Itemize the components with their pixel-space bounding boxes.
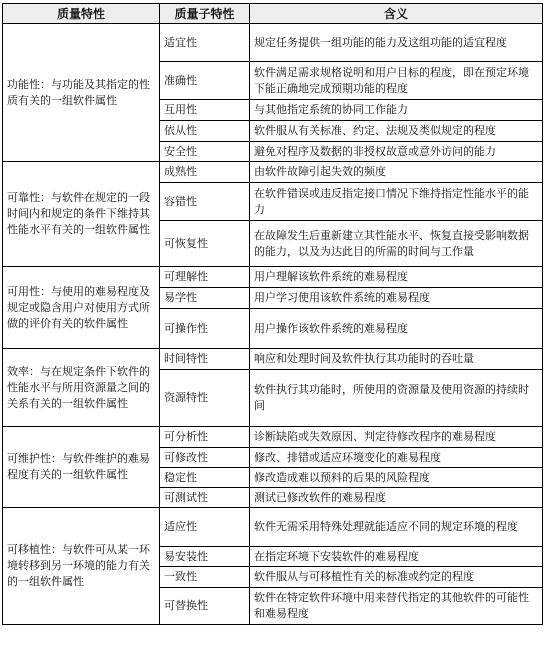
sub-characteristic-cell: 准确性 bbox=[160, 62, 250, 100]
quality-characteristic-cell: 可维护性：与软件维护的难易程度有关的一组软件属性 bbox=[3, 427, 160, 508]
sub-characteristic-cell: 资源特性 bbox=[160, 370, 250, 427]
meaning-cell: 软件执行其功能时，所使用的资源量及使用资源的持续时间 bbox=[250, 370, 543, 427]
quality-characteristic-cell: 可移植性：与软件可从某一环境转移到另一环境的能力有关的一组软件属性 bbox=[3, 508, 160, 625]
meaning-cell: 用户操作该软件系统的难易程度 bbox=[250, 309, 543, 349]
meaning-cell: 与其他指定系统的协同工作能力 bbox=[250, 100, 543, 121]
quality-characteristics-table bbox=[2, 3, 543, 625]
meaning-cell: 在故障发生后重新建立其性能水平、恢复直接受影响数据的能力，以及为达此目的所需的时间与工作量 bbox=[250, 221, 543, 267]
table-row bbox=[3, 162, 543, 183]
sub-characteristic-cell: 易安装性 bbox=[160, 547, 250, 567]
sub-characteristic-cell: 互用性 bbox=[160, 100, 250, 121]
meaning-cell: 用户学习使用该软件系统的难易程度 bbox=[250, 288, 543, 309]
header-meaning: 含义 bbox=[250, 4, 543, 24]
meaning-cell: 修改、排错或适应环境变化的难易程度 bbox=[250, 448, 543, 468]
sub-characteristic-cell: 安全性 bbox=[160, 142, 250, 162]
meaning-cell: 避免对程序及数据的非授权故意或意外访问的能力 bbox=[250, 142, 543, 162]
sub-characteristic-cell: 可测试性 bbox=[160, 488, 250, 508]
table-row bbox=[3, 267, 543, 288]
meaning-cell: 由软件故障引起失效的频度 bbox=[250, 162, 543, 183]
table-row bbox=[3, 508, 543, 547]
meaning-cell: 用户理解该软件系统的难易程度 bbox=[250, 267, 543, 288]
meaning-cell: 软件无需采用特殊处理就能适应不同的规定环境的程度 bbox=[250, 508, 543, 547]
sub-characteristic-cell: 成熟性 bbox=[160, 162, 250, 183]
meaning-cell: 响应和处理时间及软件执行其功能时的吞吐量 bbox=[250, 349, 543, 370]
meaning-cell: 诊断缺陷或失效原因、判定待修改程序的难易程度 bbox=[250, 427, 543, 448]
sub-characteristic-cell: 适应性 bbox=[160, 508, 250, 547]
meaning-cell: 软件满足需求规格说明和用户目标的程度，即在预定环境下能正确地完成预期功能的程度 bbox=[250, 62, 543, 100]
meaning-cell: 修改造成难以预料的后果的风险程度 bbox=[250, 468, 543, 488]
header-characteristic: 质量特性 bbox=[3, 4, 160, 24]
table-body bbox=[3, 24, 543, 625]
sub-characteristic-cell: 容错性 bbox=[160, 183, 250, 221]
meaning-cell: 在软件错误或违反指定接口情况下维持指定性能水平的能力 bbox=[250, 183, 543, 221]
quality-characteristic-cell: 功能性：与功能及其指定的性质有关的一组软件属性 bbox=[3, 24, 160, 162]
meaning-cell: 软件在特定软件环境中用来替代指定的其他软件的可能性和难易程度 bbox=[250, 588, 543, 625]
sub-characteristic-cell: 可分析性 bbox=[160, 427, 250, 448]
sub-characteristic-cell: 可替换性 bbox=[160, 588, 250, 625]
sub-characteristic-cell: 可操作性 bbox=[160, 309, 250, 349]
meaning-cell: 软件服从与可移植性有关的标准或约定的程度 bbox=[250, 567, 543, 588]
table-row bbox=[3, 427, 543, 448]
meaning-cell: 软件服从有关标准、约定、法规及类似规定的程度 bbox=[250, 121, 543, 142]
meaning-cell: 测试已修改软件的难易程度 bbox=[250, 488, 543, 508]
meaning-cell: 在指定环境下安装软件的难易程度 bbox=[250, 547, 543, 567]
table-row bbox=[3, 349, 543, 370]
quality-characteristic-cell: 效率：与在规定条件下软件的性能水平与所用资源量之间的关系有关的一组软件属性 bbox=[3, 349, 160, 427]
meaning-cell: 规定任务提供一组功能的能力及这组功能的适宜程度 bbox=[250, 24, 543, 62]
sub-characteristic-cell: 适宜性 bbox=[160, 24, 250, 62]
table-row bbox=[3, 24, 543, 62]
header-row bbox=[3, 4, 543, 24]
sub-characteristic-cell: 可修改性 bbox=[160, 448, 250, 468]
sub-characteristic-cell: 可恢复性 bbox=[160, 221, 250, 267]
quality-characteristic-cell: 可用性：与使用的难易程度及规定或隐含用户对使用方式所做的评价有关的软件属性 bbox=[3, 267, 160, 349]
sub-characteristic-cell: 易学性 bbox=[160, 288, 250, 309]
sub-characteristic-cell: 可理解性 bbox=[160, 267, 250, 288]
sub-characteristic-cell: 时间特性 bbox=[160, 349, 250, 370]
sub-characteristic-cell: 一致性 bbox=[160, 567, 250, 588]
header-sub-characteristic: 质量子特性 bbox=[160, 4, 250, 24]
quality-characteristic-cell: 可靠性：与软件在规定的一段时间内和规定的条件下维持其性能水平有关的一组软件属性 bbox=[3, 162, 160, 267]
sub-characteristic-cell: 稳定性 bbox=[160, 468, 250, 488]
sub-characteristic-cell: 依从性 bbox=[160, 121, 250, 142]
